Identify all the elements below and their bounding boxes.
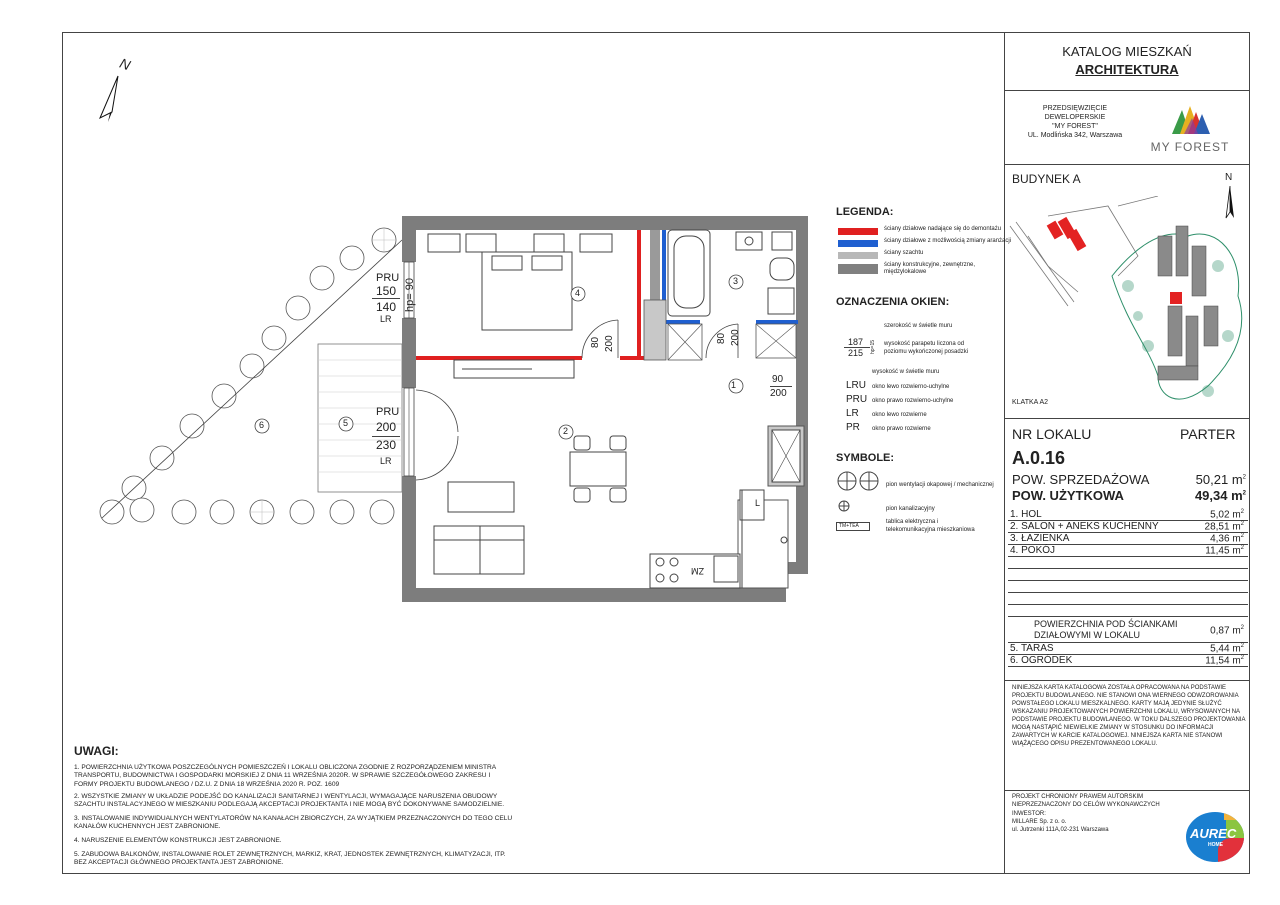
symbols-title: SYMBOLE:	[836, 452, 895, 464]
room-row-empty5	[1008, 605, 1248, 617]
aurec-logo-icon	[1186, 812, 1244, 862]
note-3: 3. INSTALOWANIE INDYWIDUALNYCH WENTYLATORÓW NA KANAŁACH ZBIORCZYCH, ZA WYJĄTKIEM PRZEZNACZONYCH DO TEGO CELU KANAŁÓW KUCHENNYCH JEST ZABRONIONE.	[74, 815, 513, 831]
electric-panel-icon: TM+TEA	[836, 522, 870, 531]
developer-line1: PRZEDSIĘWZIĘCIE	[1042, 105, 1108, 112]
window-code-lru: LRU	[846, 380, 867, 391]
note-5: 5. ZABUDOWA BALKONÓW, INSTALOWANIE ROLET ZEWNĘTRZNYCH, MARKIZ, KRAT, JEDNOSTEK ZEWNĘTRZNYCH, KLIMATYZACJI, ITP. BEZ AKCEPTACJI GŁÓWNEGO PROJEKTANTA JEST ZABRONIONE.	[74, 851, 506, 867]
door-bedroom-width: 80	[590, 336, 601, 348]
window-desc-lr: okno lewo rozwierne	[872, 412, 927, 418]
symbol-desc-panel: tablica elektryczna i telekomunikacyjna mieszkaniowa	[886, 519, 975, 533]
window1-divider	[372, 298, 400, 299]
catalog-subtitle: ARCHITEKTURA	[1075, 62, 1179, 77]
window-code-pr: PR	[846, 422, 860, 433]
window-code-lr: LR	[846, 408, 859, 419]
room-number-2: 2	[563, 426, 569, 436]
door-entry-height: 200	[770, 388, 787, 399]
windows-title: OZNACZENIA OKIEN:	[836, 296, 950, 308]
notes-title: UWAGI:	[74, 744, 119, 758]
disclaimer-text: NINIEJSZA KARTA KATALOGOWA ZOSTAŁA OPRACOWANA NA PODSTAWIE PROJEKTU BUDOWLANEGO. NIE STANOWI ONA WIERNEGO ODWZOROWANIA POWSTAŁEGO LOKALU MIESZKALNEGO. KARTY MAJĄ JEDYNIE SŁUŻYĆ WSKAZANIU PROJEKTOWANYCH POWIERZCHNI LOKALU, WRYSOWANYCH NA PODSTAWIE PROJEKTU BUDOWLANEGO. W TOKU DALSZEGO PROJEKTOWANIA MOGĄ NASTĄPIĆ NIEWIELKIE ZMIANY W STOSUNKU DO INFORMACJI ZAWARTYCH W KARCIE KATALOGOWEJ. NINIEJSZA KARTA NIE STANOWI WIĄŻĄCEGO OPISU PREZENTOWANEGO LOKALU.	[1012, 685, 1246, 747]
door-entry-width: 90	[772, 374, 784, 385]
title-block-divider	[1004, 32, 1005, 874]
window2-open: LR	[380, 456, 392, 466]
window2-width: 200	[376, 420, 397, 434]
window-desc-height: wysokość w świetle muru	[872, 369, 940, 375]
room-number-1: 1	[731, 380, 737, 390]
window2-divider	[372, 436, 400, 437]
divider-developer	[1004, 164, 1250, 165]
copyright-line1: PROJEKT CHRONIONY PRAWEM AUTORSKIM	[1012, 794, 1144, 800]
divider-disclaimer	[1004, 680, 1250, 681]
unit-sale-value: 50,21 $m^2$	[1195, 472, 1246, 487]
unit-usable-value: 49,34 $m^2$	[1194, 488, 1246, 503]
unit-floor: PARTER	[1180, 426, 1236, 442]
north-label: N	[117, 54, 133, 74]
window-code-pru: PRU	[846, 394, 868, 405]
room-row-empty2	[1008, 569, 1248, 581]
room-number-6: 6	[259, 420, 265, 430]
note-4: 4. NARUSZENIE ELEMENTÓW KONSTRUKCJI JEST ZABRONIONE.	[74, 837, 282, 844]
unit-nr-label: NR LOKALU	[1012, 426, 1092, 442]
window2-height: 230	[376, 438, 397, 452]
site-plan-map	[1008, 196, 1248, 412]
room-row-walls: POWIERZCHNIA POD ŚCIANKAMI DZIAŁOWYMI W LOKALU 0,87 $m^2$	[1008, 617, 1248, 643]
window-desc-pru: okno prawo rozwierno-uchylne	[872, 398, 954, 404]
investor-name: MILLARE Sp. z o. o.	[1012, 819, 1067, 825]
door-bedroom-height: 200	[604, 335, 615, 352]
room-row-salon: 2. SALON + ANEKS KUCHENNY 28,51 $m^2$	[1008, 521, 1248, 533]
note-2: 2. WSZYSTKIE ZMIANY W UKŁADZIE PODEJŚĆ DO KANALIZACJI SANITARNEJ I WENTYLACJI, WYMAGAJĄCE NARUSZENIA OBUDOWY SZACHTU INSTALACYJNEGO W MIESZKANIU PODLEGAJĄ AKCEPTACJI PROJEKTANTA I NIE MOGĄ BYĆ DOKONYWANE SAMODZIELNIE.	[74, 793, 505, 809]
window2-type: PRU	[376, 406, 400, 418]
catalog-title: KATALOG MIESZKAŃ	[1062, 44, 1192, 59]
window-desc-pr: okno prawo rozwierne	[872, 426, 931, 432]
room-row-ogrodek: 6. OGRÓDEK 11,54 $m^2$	[1008, 655, 1248, 667]
room-row-pokoj: 4. POKÓJ 11,45 $m^2$	[1008, 545, 1248, 557]
window-sample-top: 187	[848, 337, 864, 347]
room-row-hol: 1. HOL 5,02 $m^2$	[1008, 509, 1248, 521]
note-1: 1. POWIERZCHNIA UŻYTKOWA POSZCZEGÓLNYCH POMIESZCZEŃ I LOKALU OBLICZONA ZGODNIE Z ROZPORZĄDZENIEM MINISTRA TRANSPORTU, BUDOWNICTWA I GOSPODARKI MORSKIEJ Z DNIA 11 WRZEŚNIA 2020R. W SPRAWIE SZCZEGÓŁOWEGO ZAKRESU I FORMY PROJEKTU BUDOWLANEGO / DZ.U. Z DNIA 18 WRZEŚNIA 2020 R. POZ. 1609	[74, 764, 496, 788]
window-desc-sill: wysokość parapetu liczona od poziomu wykończonej posadzki	[884, 341, 969, 355]
window1-type: PRU	[376, 272, 400, 284]
my-forest-logo-text: MY FOREST	[1150, 140, 1230, 154]
meter-zm: ZM	[691, 566, 704, 576]
sewer-pipe-icon	[838, 500, 850, 512]
door-bath-width: 80	[716, 332, 727, 344]
copyright-line2: NIEPRZEZNACZONY DO CELÓW WYKONAWCZYCH	[1012, 802, 1160, 808]
room-row-empty3	[1008, 581, 1248, 593]
l-marker: L	[755, 498, 761, 508]
door-entry-divider	[770, 386, 792, 387]
divider-header	[1004, 90, 1250, 91]
building-label: BUDYNEK A	[1012, 172, 1081, 186]
unit-sale-label: POW. SPRZEDAŻOWA	[1012, 472, 1150, 487]
room-row-empty4	[1008, 593, 1248, 605]
window-desc-lru: okno lewo rozwierno-uchylne	[872, 384, 950, 390]
north-arrow-icon	[92, 74, 126, 126]
door-bath-height: 200	[730, 329, 741, 346]
aurec-logo-sub: HOME	[1208, 842, 1223, 848]
symbol-desc-ventilation: pion wentylacji okapowej / mechanicznej	[886, 482, 994, 488]
unit-usable-label: POW. UŻYTKOWA	[1012, 488, 1124, 503]
ventilation-icon	[836, 470, 882, 492]
developer-line4: UL. Modlińska 342, Warszawa	[1027, 132, 1123, 139]
divider-site	[1004, 418, 1250, 419]
floor-plan	[62, 200, 822, 620]
aurec-logo-text: AUREC	[1190, 826, 1237, 841]
investor-label: INWESTOR:	[1012, 811, 1046, 817]
site-north-label: N	[1225, 172, 1233, 183]
window1-height: 140	[376, 300, 397, 314]
room-row-taras: 5. TARAS 5,44 $m^2$	[1008, 643, 1248, 655]
room-row-lazienka: 3. ŁAZIENKA 4,36 $m^2$	[1008, 533, 1248, 545]
window-desc-width: szerokość w świetle muru	[884, 323, 953, 329]
room-number-4: 4	[575, 288, 581, 298]
legend-title: LEGENDA:	[836, 206, 894, 218]
window1-width: 150	[376, 284, 397, 298]
stairwell-label: KLATKA A2	[1012, 399, 1049, 406]
window-sample-bottom: 215	[848, 348, 864, 358]
window1-open: LR	[380, 314, 392, 324]
developer-line3: "MY FOREST"	[1052, 123, 1098, 130]
developer-line2: DEWELOPERSKIE	[1044, 114, 1106, 121]
window-sample-side: hp=15	[870, 339, 876, 354]
my-forest-logo-icon	[1168, 104, 1214, 138]
unit-number: A.0.16	[1012, 448, 1066, 468]
room-number-5: 5	[343, 418, 349, 428]
symbol-desc-sewer: pion kanalizacyjny	[886, 506, 935, 512]
investor-address: ul. Jutrzenki 111A,02-231 Warszawa	[1012, 827, 1109, 833]
room-number-3: 3	[733, 276, 739, 286]
room-row-empty1	[1008, 557, 1248, 569]
divider-copyright	[1004, 790, 1250, 791]
window1-sill: hp= 90	[404, 278, 416, 312]
